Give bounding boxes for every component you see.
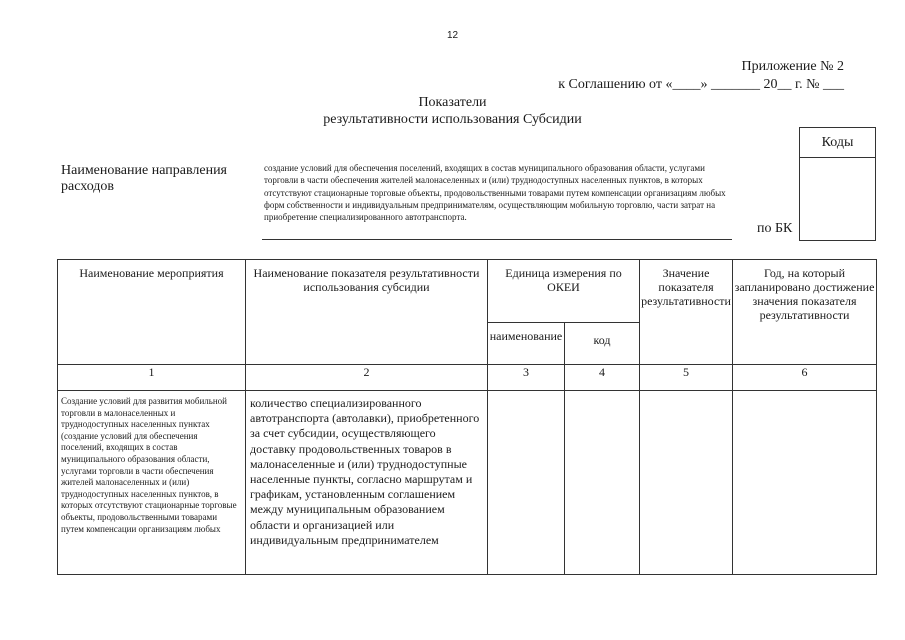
page-number: 12 bbox=[446, 30, 459, 41]
po-bk-label: по БК bbox=[757, 221, 793, 236]
direction-label: Наименование направления расходов bbox=[61, 163, 227, 194]
indicator-cell: количество специализированного автотранспорта (автолавки), приобретенного за счет субсидии, осуществляющего доставку продовольственных товаров в малонаселенные и (или) труднодоступные населенные пункты, согласно маршрутам и графикам, установленным соглашением между муниципальным образованием области и организацией или индивидуальным предпринимателем bbox=[246, 391, 488, 575]
header-indicator-name: Наименование показателя результативности использования субсидии bbox=[246, 260, 488, 365]
column-number: 3 bbox=[488, 365, 565, 391]
codes-header: Коды bbox=[800, 128, 875, 158]
unit-code-cell bbox=[565, 391, 640, 575]
activity-cell bbox=[58, 391, 246, 575]
value-cell bbox=[640, 391, 733, 575]
codes-box bbox=[799, 127, 876, 241]
header-unit-code: код bbox=[565, 323, 640, 365]
header-activity-name: Наименование мероприятия bbox=[58, 260, 246, 365]
document-title: Показатели bbox=[418, 95, 487, 110]
column-number: 6 bbox=[733, 365, 877, 391]
column-number: 4 bbox=[565, 365, 640, 391]
header-target-year: Год, на который запланировано достижение значения показателя результативности bbox=[733, 260, 877, 365]
header-unit-name: наименование bbox=[488, 323, 565, 365]
direction-text: создание условий для обеспечения поселений, входящих в состав муниципального образования области, услугами торговли в части обеспечения жителей малонаселенных и (или) труднодоступных населенных пунктов, в которых отсутствуют стационарные торговые объекты, продовольственными товарами путем компенсации организациям любых форм собственности и индивидуальным предпринимателям, осуществляющим мобильную торговлю, части затрат на приобретение специализированного автотранспорта. bbox=[264, 163, 726, 223]
activity-text: Создание условий для развития мобильной торговли в малонаселенных и труднодоступных населенных пунктах (создание условий для обеспечения поселений, входящих в состав муниципального образования области, услугами торговли в части обеспечения жителей малонаселенных и (или) труднодоступных населенных пунктов, в которых отсутствуют стационарные торговые объекты, продовольственными товарами путем компенсации организациям любых bbox=[61, 396, 237, 534]
column-number: 2 bbox=[246, 365, 488, 391]
table-row bbox=[58, 391, 877, 575]
direction-underline bbox=[262, 239, 732, 240]
column-number: 1 bbox=[58, 365, 246, 391]
document-subtitle: результативности использования Субсидии bbox=[323, 112, 582, 127]
column-number: 5 bbox=[640, 365, 733, 391]
header-indicator-value: Значение показателя результативности bbox=[640, 260, 733, 365]
appendix-label: Приложение № 2 bbox=[741, 59, 844, 74]
unit-name-cell bbox=[488, 391, 565, 575]
header-unit-okei: Единица измерения по ОКЕИ bbox=[488, 260, 640, 323]
year-cell bbox=[733, 391, 877, 575]
indicators-table bbox=[57, 259, 877, 575]
agreement-reference: к Соглашению от «____» _______ 20__ г. № ___ bbox=[558, 77, 844, 92]
